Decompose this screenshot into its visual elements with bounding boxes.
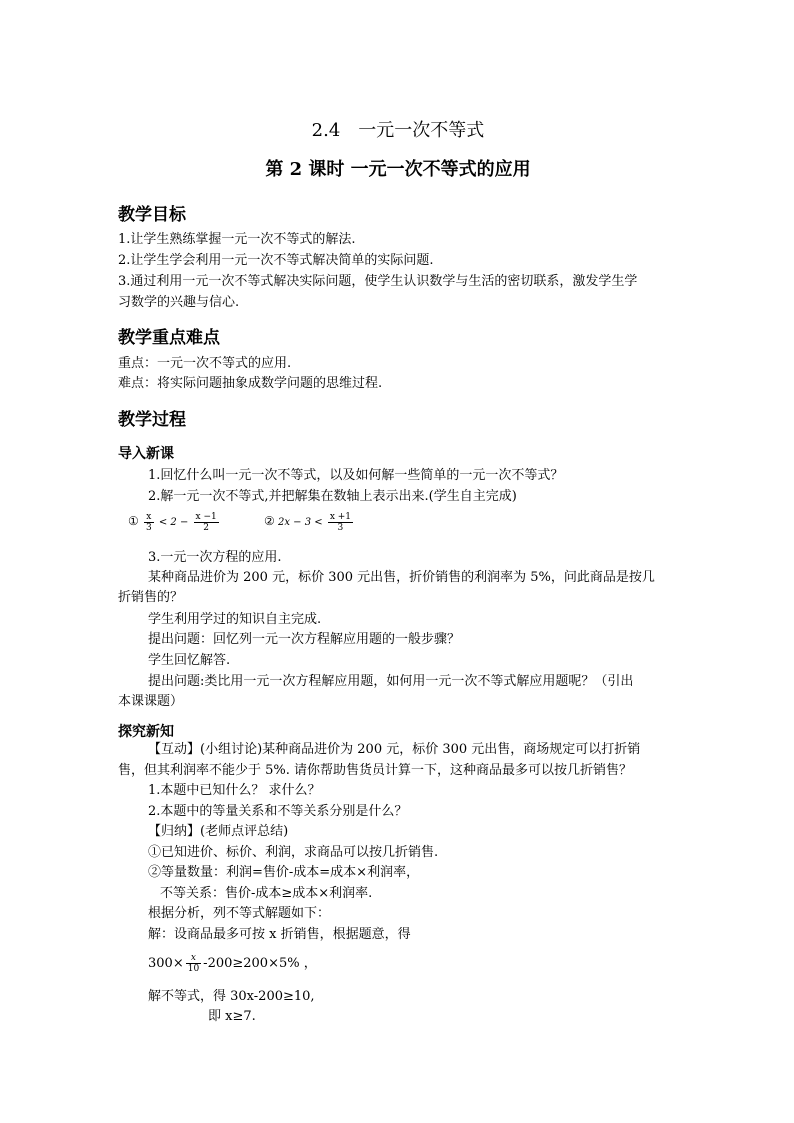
explore-summary-line: ②等量数量：利润=售价-成本=成本×利润率， [148,865,420,880]
section-heading-goals: 教学目标 [118,205,186,225]
solution-equation: 300× $\frac{x}{10}$ -200≥200×5% ， [148,953,317,974]
solution-result: 即 x≥7. [208,1009,256,1024]
fraction: $\frac{x}{3}$ [145,512,152,533]
goal-line: 2.让学生学会利用一元一次不等式解决简单的实际问题. [118,253,434,268]
lesson-subtitle: 第 2 课时 一元一次不等式的应用 [265,159,531,180]
solution-line: 解不等式，得 30x-200≥10, [148,989,315,1004]
explore-paragraph: 售，但其利润率不能少于 5%. 请你帮助售货员计算一下，这种商品最多可以按几折销售？ [118,763,633,778]
intro-paragraph: 某种商品进价为 200 元，标价 300 元出售，折价销售的利润率为 5%，问此商品是按几 [148,570,655,585]
section-heading-keypoints: 教学重点难点 [118,328,220,348]
inequality-2: ② 2x − 3 < $\frac{x +1}{3}$ [264,512,352,533]
fraction: $\frac{x}{10}$ [187,953,200,974]
intro-question: 2.解一元一次不等式,并把解集在数轴上表示出来.(学生自主完成) [148,489,517,504]
document-title: 2.4 一元一次不等式 [311,120,485,141]
explore-paragraph: 根据分析，列不等式解题如下： [148,906,331,921]
explore-question: 1.本题中已知什么？ 求什么？ [148,783,321,798]
subsection-heading-explore: 探究新知 [118,724,174,740]
goal-line: 3.通过利用一元一次不等式解决实际问题，使学生认识数学与生活的密切联系，激发学生学 [118,274,638,289]
fraction: $\frac{x +1}{3}$ [329,512,352,533]
intro-question: 1.回忆什么叫一元一次不等式，以及如何解一些简单的一元一次不等式？ [148,468,564,483]
intro-paragraph: 折销售的？ [118,590,184,605]
intro-paragraph: 提出问题：回忆列一元一次方程解应用题的一般步骤？ [148,632,461,647]
goal-line: 1.让学生熟练掌握一元一次不等式的解法. [118,232,356,247]
explore-summary-heading: 【归纳】(老师点评总结) [148,824,289,839]
explore-question: 2.本题中的等量关系和不等关系分别是什么？ [148,804,408,819]
explore-summary-line: 不等关系：售价-成本≥成本×利润率. [160,886,373,901]
goal-line: 习数学的兴趣与信心. [118,295,240,310]
subsection-heading-intro: 导入新课 [118,446,174,462]
explore-summary-line: ①已知进价、标价、利润，求商品可以按几折销售. [148,845,439,860]
intro-paragraph: 学生利用学过的知识自主完成. [148,612,322,627]
inequality-marker: ① [128,514,139,528]
solution-line: 解：设商品最多可按 x 折销售，根据题意，得 [148,927,411,942]
section-heading-process: 教学过程 [118,410,186,430]
keypoint-line: 难点：将实际问题抽象成数学问题的思维过程. [118,376,383,391]
intro-paragraph: 提出问题:类比用一元一次方程解应用题，如何用一元一次不等式解应用题呢？（引出 [148,674,634,689]
intro-paragraph: 本课课题） [118,694,184,709]
keypoint-line: 重点：一元一次不等式的应用. [118,356,292,371]
intro-paragraph: 学生回忆解答. [148,653,231,668]
explore-paragraph: 【互动】(小组讨论)某种商品进价为 200 元，标价 300 元出售，商场规定可以打折销 [148,742,641,757]
fraction: $\frac{x -1}{2}$ [195,512,217,533]
intro-question: 3.一元一次方程的应用. [148,550,282,565]
inequality-1: ① $\frac{x}{3}$ < 2 − $\frac{x -1}{2}$ [128,512,217,533]
inequality-marker: ② [264,514,275,528]
